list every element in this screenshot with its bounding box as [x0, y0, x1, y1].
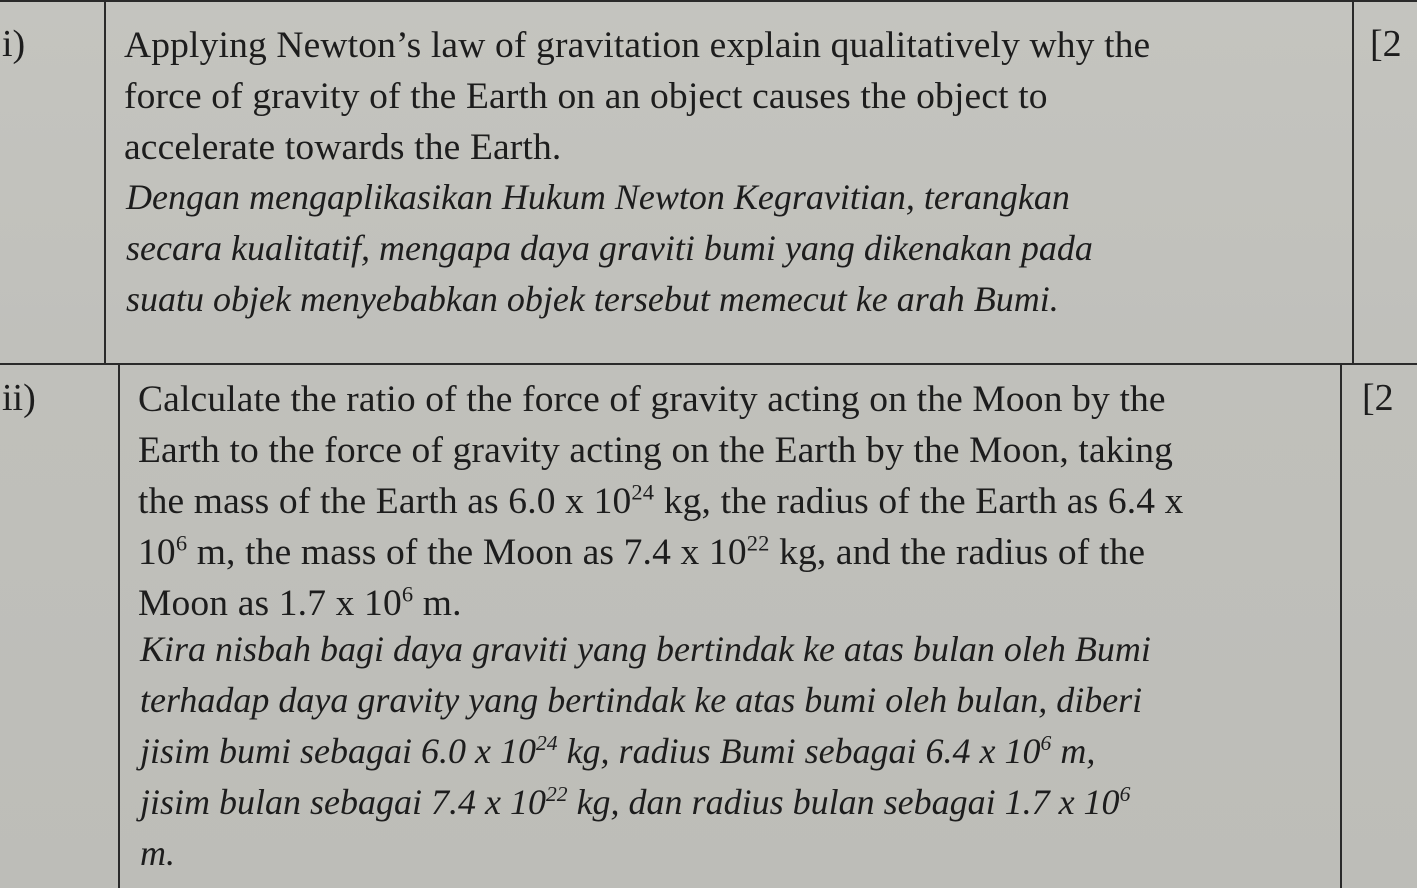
- question-text-english: [124, 20, 1150, 173]
- text-line: [140, 777, 1151, 828]
- question-number: ii): [2, 377, 36, 419]
- text-line: accelerate towards the Earth.: [124, 127, 562, 168]
- question-text-malay: [140, 624, 1151, 879]
- question-text-malay: [126, 172, 1093, 325]
- text-segment: m,: [1051, 731, 1096, 771]
- exponent: 22: [746, 530, 770, 556]
- text-line: [140, 726, 1151, 777]
- marks-label: [2: [1370, 23, 1402, 65]
- marks-label: [2: [1362, 377, 1394, 419]
- text-line: secara kualitatif, mengapa daya graviti bumi yang dikenakan pada: [126, 228, 1093, 268]
- text-segment: m.: [413, 583, 462, 624]
- text-segment: kg, dan radius bulan sebagai 1.7 x 10: [567, 782, 1120, 822]
- column-divider-left-lower: [118, 364, 120, 888]
- exponent: 6: [1119, 782, 1131, 806]
- exponent: 6: [175, 530, 188, 556]
- text-line: [138, 527, 1184, 578]
- text-line: force of gravity of the Earth on an object causes the object to: [124, 76, 1048, 117]
- text-line: terhadap daya gravity yang bertindak ke atas bumi oleh bulan, diberi: [140, 680, 1143, 720]
- text-line: Kira nisbah bagi daya graviti yang bertindak ke atas bulan oleh Bumi: [140, 629, 1151, 669]
- exponent: 24: [631, 479, 655, 505]
- exponent: 22: [545, 782, 568, 806]
- text-segment: kg, and the radius of the: [769, 532, 1146, 573]
- column-divider-left: [104, 0, 106, 364]
- text-line: [138, 578, 1184, 629]
- exponent: 24: [535, 731, 558, 755]
- question-number: i): [2, 23, 26, 65]
- row-divider: [0, 363, 1417, 365]
- table-top-border: [0, 0, 1417, 2]
- text-segment: 10: [138, 532, 176, 573]
- text-segment: jisim bulan sebagai 7.4 x 10: [140, 782, 546, 822]
- exponent: 6: [1040, 731, 1052, 755]
- text-segment: kg, the radius of the Earth as 6.4 x: [654, 481, 1184, 522]
- text-line: m.: [140, 833, 175, 873]
- text-line: Earth to the force of gravity acting on the Earth by the Moon, taking: [138, 430, 1174, 471]
- text-segment: m, the mass of the Moon as 7.4 x 10: [187, 532, 747, 573]
- exponent: 6: [401, 581, 414, 607]
- column-divider-right-lower: [1340, 364, 1342, 888]
- column-divider-right: [1352, 0, 1354, 364]
- text-line: Dengan mengaplikasikan Hukum Newton Kegravitian, terangkan: [126, 177, 1070, 217]
- text-line: suatu objek menyebabkan objek tersebut memecut ke arah Bumi.: [126, 279, 1059, 319]
- text-line: Applying Newton’s law of gravitation explain qualitatively why the: [124, 25, 1151, 66]
- text-segment: Moon as 1.7 x 10: [138, 583, 402, 624]
- text-line: [138, 476, 1184, 527]
- question-text-english: [138, 374, 1184, 629]
- text-line: Calculate the ratio of the force of gravity acting on the Moon by the: [138, 379, 1166, 420]
- text-segment: kg, radius Bumi sebagai 6.4 x 10: [557, 731, 1041, 771]
- text-segment: jisim bumi sebagai 6.0 x 10: [140, 731, 536, 771]
- text-segment: the mass of the Earth as 6.0 x 10: [138, 481, 632, 522]
